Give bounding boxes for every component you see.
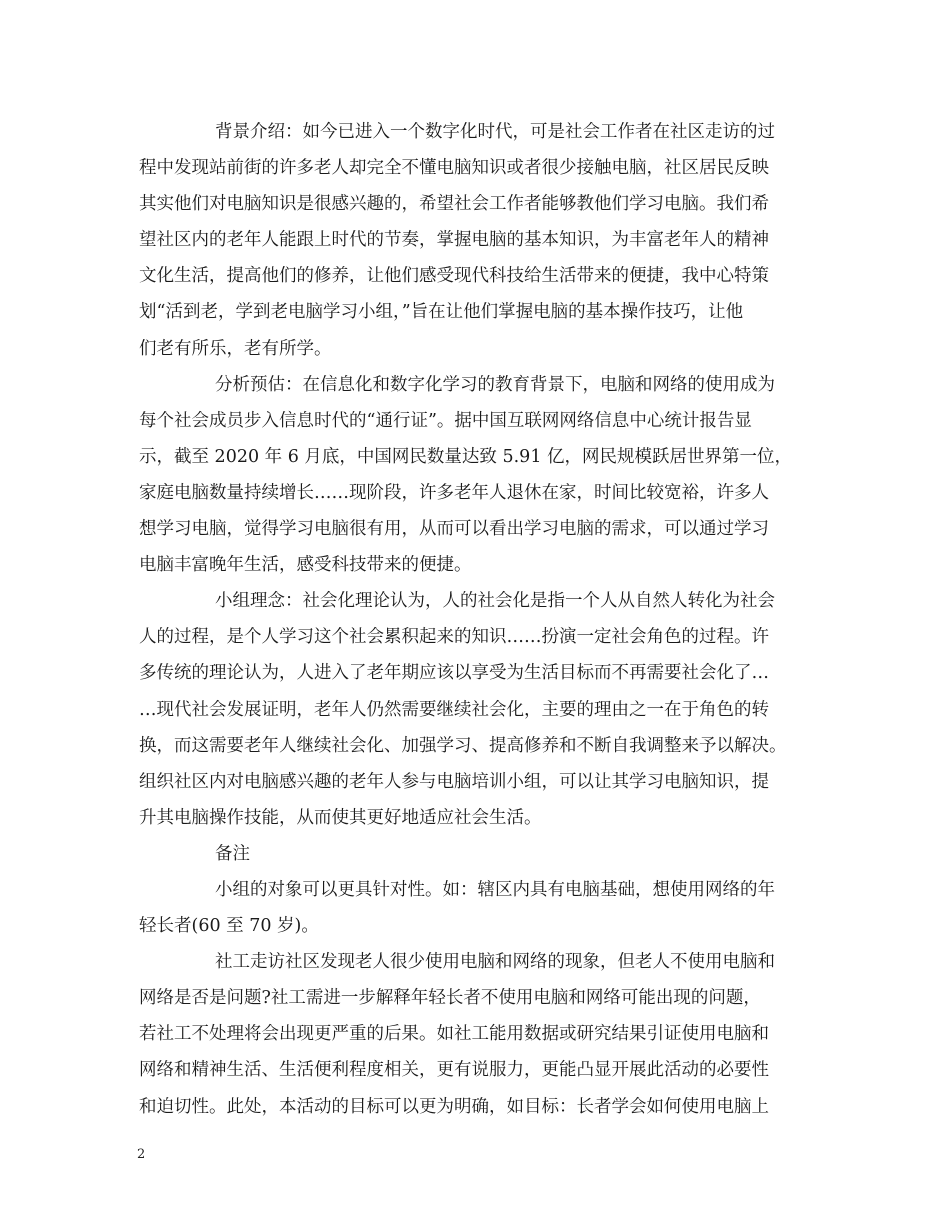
text-line: 们老有所乐，老有所学。	[139, 338, 332, 359]
page-number: 2	[137, 1147, 146, 1162]
text-line: 备注	[215, 843, 250, 864]
text-line: 想学习电脑，觉得学习电脑很有用，从而可以看出学习电脑的需求，可以通过学习	[139, 519, 769, 540]
text-line: 程中发现站前街的许多老人却完全不懂电脑知识或者很少接触电脑，社区居民反映	[139, 158, 769, 179]
text-line: 网络和精神生活、生活便利程度相关，更有说服力，更能凸显开展此活动的必要性	[139, 1060, 769, 1081]
text-line: 其实他们对电脑知识是很感兴趣的，希望社会工作者能够教他们学习电脑。我们希	[139, 194, 769, 215]
document-body	[139, 114, 819, 1125]
text-line: 每个社会成员步入信息时代的“通行证”。据中国互联网网络信息中心统计报告显	[139, 410, 752, 431]
text-line: 社工走访社区发现老人很少使用电脑和网络的现象，但老人不使用电脑和	[215, 952, 775, 973]
text-line: 家庭电脑数量持续增长……现阶段，许多老年人退休在家，时间比较宽裕，许多人	[139, 482, 769, 503]
text-line: 分析预估：在信息化和数字化学习的教育背景下，电脑和网络的使用成为	[215, 374, 775, 395]
text-line: 组织社区内对电脑感兴趣的老年人参与电脑培训小组，可以让其学习电脑知识，提	[139, 771, 769, 792]
text-line: 轻长者(60 至 70 岁)。	[139, 916, 319, 937]
text-line: 多传统的理论认为，人进入了老年期应该以享受为生活目标而不再需要社会化了…	[139, 663, 769, 684]
text-line: 背景介绍：如今已进入一个数字化时代，可是社会工作者在社区走访的过	[215, 122, 775, 142]
text-line: 换，而这需要老年人继续社会化、加强学习、提高修养和不断自我调整来予以解决。	[139, 735, 787, 756]
text-line: 小组理念：社会化理论认为，人的社会化是指一个人从自然人转化为社会	[215, 591, 775, 612]
text-line: 若社工不处理将会出现更严重的后果。如社工能用数据或研究结果引证使用电脑和	[139, 1024, 769, 1045]
text-line: 电脑丰富晚年生活，感受科技带来的便捷。	[139, 555, 472, 576]
text-line: 望社区内的老年人能跟上时代的节奏，掌握电脑的基本知识，为丰富老年人的精神	[139, 230, 769, 251]
text-line: 示，截至 2020 年 6 月底，中国网民数量达致 5.91 亿，网民规模跃居世界第一位，	[139, 446, 793, 467]
text-line: 人的过程，是个人学习这个社会累积起来的知识……扮演一定社会角色的过程。许	[139, 627, 769, 648]
text-line: 小组的对象可以更具针对性。如：辖区内具有电脑基础，想使用网络的年	[215, 879, 775, 900]
text-line: 网络是否是问题?社工需进一步解释年轻长者不使用电脑和网络可能出现的问题，	[139, 988, 761, 1009]
text-line: …现代社会发展证明，老年人仍然需要继续社会化，主要的理由之一在于角色的转	[139, 699, 769, 720]
text-line: 划“活到老，学到老电脑学习小组，”旨在让他们掌握电脑的基本操作技巧，让他	[139, 302, 744, 323]
text-line: 和迫切性。此处，本活动的目标可以更为明确，如目标：长者学会如何使用电脑上	[139, 1096, 769, 1117]
text-line: 文化生活，提高他们的修养，让他们感受现代科技给生活带来的便捷，我中心特策	[139, 266, 769, 287]
text-line: 升其电脑操作技能，从而使其更好地适应社会生活。	[139, 807, 542, 828]
